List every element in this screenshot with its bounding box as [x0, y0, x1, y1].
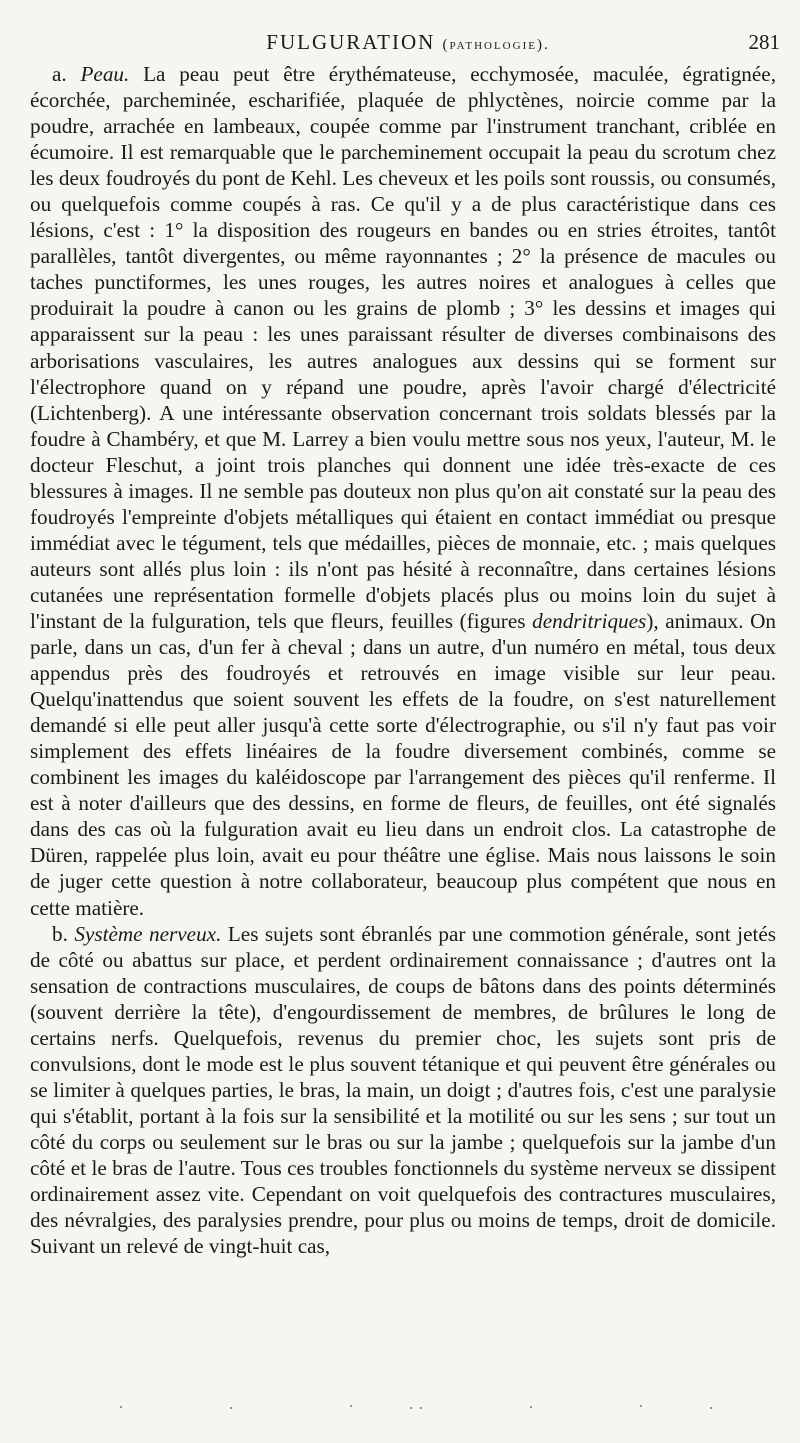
section-label: b. [52, 921, 68, 946]
section-text: Les sujets sont ébranlés par une commotion générale, sont jetés de côté ou abattus sur place, et perdent ordinairement connaissance ; d'autres ont la sensation de contractions musculaires, de coups de bâtons dans des points déterminés (souvent derrière la tête), d'engourdissement de membres, de brûlures le long de certains nerfs. Quelquefois, revenus du premier choc, les sujets sont pris de convulsions, dont le mode est le plus souvent tétanique et qui peuvent être générales ou se limiter à quelques parties, le bras, la main, un doigt ; d'autres fois, c'est une paralysie qui s'établit, portant à la fois sur la sensibilité et la motilité ou sur les sens ; sur tout un côté du corps ou seulement sur le bras ou sur la jambe ; quelquefois sur la jambe d'un côté et le bras de l'autre. Tous ces troubles fonctionnels du système nerveux se dissipent ordinairement assez vite. Cependant on voit quelquefois des contractures musculaires, des névralgies, des paralysies prendre, pour plus ou moins de temps, droit de domicile. Suivant un relevé de vingt-huit cas, [30, 921, 777, 1259]
section-text: La peau peut être érythémateuse, ecchymosée, maculée, égratignée, écorchée, parcheminée, escharifiée, plaquée de phlyctènes, noircie comme par la poudre, arrachée en lambeaux, coupée comme par l'instrument tranchant, criblée en écumoire. Il est remarquable que le parcheminement occupait la peau du scrotum chez les deux foudroyés du pont de Kehl. Les cheveux et les poils sont roussis, ou consumés, ou quelquefois comme coupés à ras. Ce qu'il y a de plus caractéristique dans ces lésions, c'est : 1° la disposition des rougeurs en bandes ou en stries étroites, tantôt parallèles, tantôt divergentes, ou même rayonnantes ; 2° la présence de macules ou taches punctiformes, les unes rouges, les autres noires et analogues à celles que produirait la poudre à canon ou les grains de plomb ; 3° les dessins et images qui apparaissent sur la peau : les unes paraissant résulter de diverses combinaisons des arborisations vasculaires, les autres analogues aux dessins qui se forment sur l'électrophore quand on y répand une poudre, après l'avoir chargé d'électricité (Lichtenberg). A une intéressante observation concernant trois soldats blessés par la foudre à Chambéry, et que M. Larrey a bien voulu mettre sous nos yeux, l'auteur, M. le docteur Fleschut, a joint trois planches qui donnent une idée très-exacte de ces blessures à images. Il ne semble pas douteux non plus qu'on ait constaté sur la peau des foudroyés l'empreinte d'objets métalliques qui étaient en contact immédiat ou presque immédiat avec le tégument, tels que médailles, pièces de monnaie, etc. ; mais quelques auteurs sont allés plus loin : ils n'ont pas hésité à reconnaître, dans certaines lésions cutanées une représentation formelle d'objets placés plus ou moins loin du sujet à l'instant de la fulguration, tels que fleurs, feuilles (figures [30, 62, 776, 633]
section-text-continued: ), animaux. On parle, dans un cas, d'un fer à cheval ; dans un autre, d'un numéro en métal, tous deux appendus près des foudroyés et retrouvés en image visible sur leur peau. Quelqu'inattendus que soient souvent les effets de la foudre, on s'est naturellement demandé si elle peut aller jusqu'à cette sorte d'électrographie, ou s'il n'y faut pas voir simplement des effets linéaires de la foudre diversement combinés, comme se combinent les images du kaléidoscope par l'arrangement des pièces qu'il renferme. Il est à noter d'ailleurs que des dessins, en forme de fleurs, de feuilles, ont été signalés dans des cas où la fulguration avait eu lieu dans un endroit clos. La catastrophe de Düren, rappelée plus loin, avait eu pour théâtre une église. Mais nous laissons le soin de juger cette question à notre collaborateur, beaucoup plus compétent que nous en cette matière. [30, 608, 777, 920]
running-title-subtitle: (pathologie). [442, 37, 550, 53]
running-title [30, 30, 786, 55]
print-specks [110, 1403, 740, 1411]
section-heading: Système nerveux. [74, 921, 222, 946]
emphasis-term: dendritriques [532, 608, 647, 633]
running-title-main: FULGURATION [266, 30, 436, 54]
section-systeme-nerveux [30, 921, 776, 1260]
section-peau [30, 61, 776, 921]
section-label: a. [52, 62, 67, 86]
article-body [30, 61, 776, 1259]
page-header [30, 30, 786, 60]
section-heading: Peau. [80, 62, 130, 86]
page-number: 281 [748, 30, 780, 54]
